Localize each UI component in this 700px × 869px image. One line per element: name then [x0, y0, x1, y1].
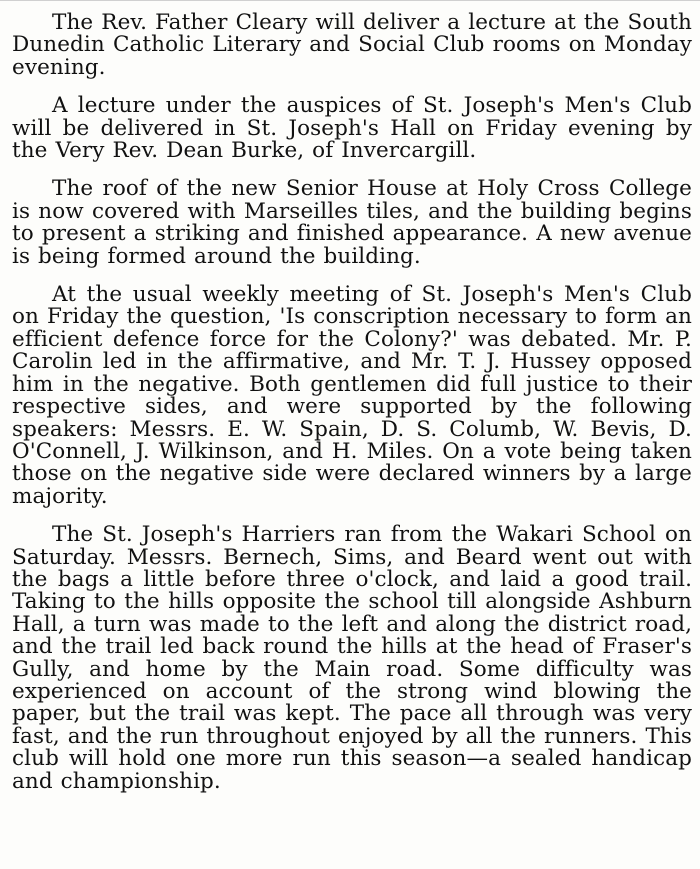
top-divider [0, 0, 700, 1]
paragraph-lecture-dean-burke: A lecture under the auspices of St. Joseph's Men's Club will be delivered in St. Joseph's Hall on Friday evening by the Very Rev. Dean Burke, of Invercargill. [12, 93, 692, 164]
paragraph-harriers-run: The St. Joseph's Harriers ran from the Wakari School on Saturday. Messrs. Bernech, Sims, and Beard went out with the bags a little before three o'clock, and laid a good trail. Taking to the hills opposite the school till alongside Ashburn Hall, a turn was made to the left and along the district road, and the trail led back round the hills at the head of Fraser's Gully, and home by the Main road. Some difficulty was experienced on account of the strong wind blowing the paper, but the trail was kept. The pace all through was very fast, and the run throughout enjoyed by all the runners. This club will hold one more run this season—a sealed handicap and championship. [12, 522, 692, 794]
paragraph-mens-club-debate: At the usual weekly meeting of St. Joseph's Men's Club on Friday the question, 'Is conscription necessary to form an efficient defence force for the Colony?' was debated. Mr. P. Carolin led in the affirmative, and Mr. T. J. Hussey opposed him in the negative. Both gentlemen did full justice to their respective sides, and were supported by the following speakers: Messrs. E. W. Spain, D. S. Columb, W. Bevis, D. O'Connell, J. Wilkinson, and H. Miles. On a vote being taken those on the negative side were declared winners by a large majority. [12, 282, 692, 509]
paragraph-lecture-father-cleary: The Rev. Father Cleary will deliver a lecture at the South Dunedin Catholic Literary and Social Club rooms on Monday evening. [12, 10, 692, 80]
paragraph-holy-cross-college: The roof of the new Senior House at Holy Cross College is now covered with Marseilles tiles, and the building begins to present a striking and finished appearance. A new avenue is being formed around the building. [12, 176, 692, 269]
